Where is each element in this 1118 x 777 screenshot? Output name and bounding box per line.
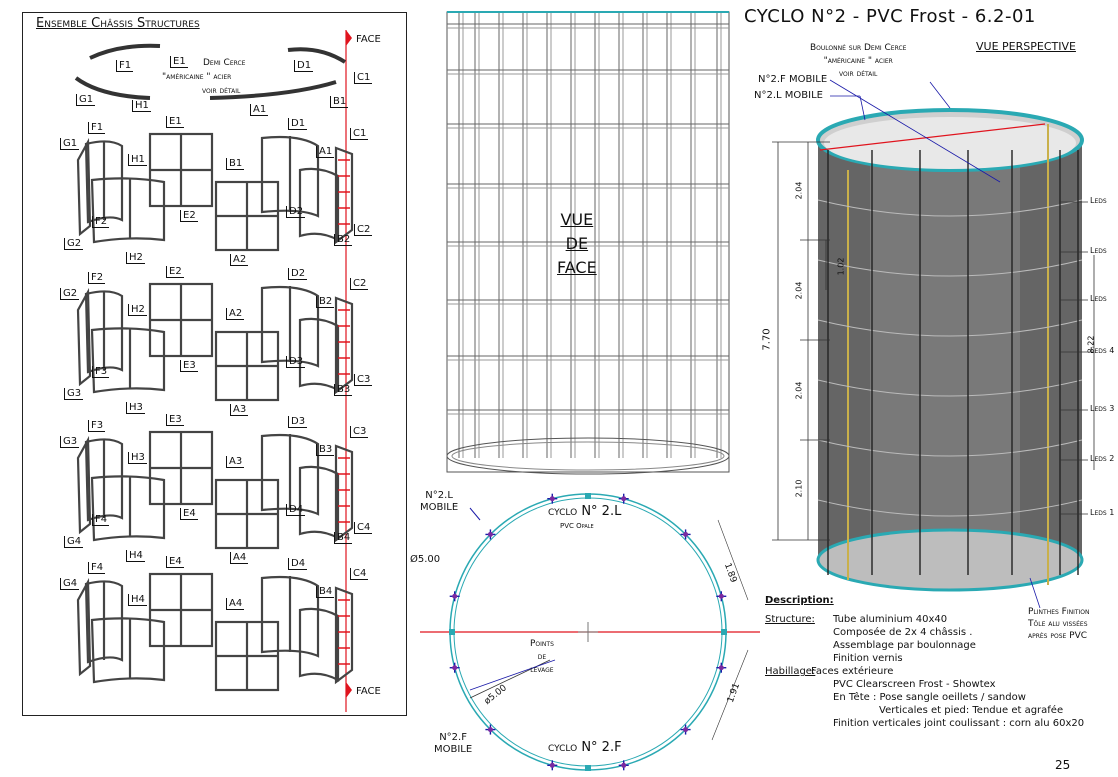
chassis-label: B3 [334, 384, 352, 396]
ensemble-title: Ensemble Châssis Structures [36, 16, 200, 31]
chassis-label: D3 [286, 356, 305, 368]
chassis-label: D2 [286, 206, 305, 218]
leds-label: Leds 4 [1090, 346, 1115, 355]
chassis-label: E3 [166, 414, 184, 426]
chassis-label: A3 [226, 456, 244, 468]
leds-label: Leds [1090, 196, 1107, 205]
chassis-label: B2 [316, 296, 334, 308]
chassis-label: A1 [316, 146, 334, 158]
chassis-label: F1 [88, 122, 105, 134]
chassis-label: G3 [60, 436, 79, 448]
plan-pvc-opale: PVC Opale [560, 522, 594, 530]
chassis-label: C4 [350, 568, 368, 580]
chassis-label: D3 [288, 416, 307, 428]
chassis-label: G2 [64, 238, 83, 250]
chassis-label: G1 [60, 138, 79, 150]
chassis-label: F3 [92, 366, 109, 378]
face-arrow-bottom [346, 682, 352, 698]
description-block: Description: Structure: Tube aluminium 40x40 Composée de 2x 4 châssis . Assemblage par boulonnage Finition vernis Habillage: Faces extérieure PVC Clearscreen Frost - Showtex En Tête : Pose sangle oeillets / sandow Verticales et pied: Tendue et agrafée Finition verticales joint coulissant : corn alu 60x20 [765, 595, 1085, 729]
persp-seg-4: 2.10 [794, 479, 804, 498]
chassis-label: C2 [354, 224, 372, 236]
chassis-label: E4 [180, 508, 198, 520]
dim-189-line [718, 520, 748, 600]
persp-total-height: 7.70 [761, 328, 773, 351]
perspective-cylinder [818, 110, 1082, 590]
plan-diameter-left: Ø5.00 [410, 554, 441, 565]
chassis-label: H3 [126, 402, 145, 414]
plan-dim-191: 1.91 [725, 681, 743, 705]
chassis-label: C1 [350, 128, 368, 140]
persp-n2f-mobile: N°2.F MOBILE [758, 74, 828, 85]
front-base-inner [452, 442, 724, 470]
demi-cerce-1: Demi Cerce [203, 58, 246, 68]
chassis-label: A1 [250, 104, 268, 116]
persp-seg-1: 2.04 [794, 181, 804, 200]
chassis-label: B1 [330, 96, 348, 108]
demi-cerce-3: voir détail [202, 86, 241, 96]
face-label-bottom: FACE [356, 686, 381, 697]
plan-cyclo-top: cyclo N° 2.L [548, 504, 622, 519]
structure-label: Structure: [765, 614, 815, 625]
chassis-label: E3 [180, 360, 198, 372]
chassis-label: A4 [226, 598, 244, 610]
chassis-label: B2 [334, 234, 352, 246]
chassis-label: H2 [126, 252, 145, 264]
chassis-label: D2 [288, 268, 307, 280]
plan-cyclo-bottom: cyclo N° 2.F [548, 740, 622, 755]
chassis-label: H1 [132, 100, 151, 112]
plan-diameter-inner: ø5.00 [482, 683, 509, 707]
front-base-ellipse [447, 438, 729, 474]
chassis-label: A4 [230, 552, 248, 564]
leds-label: Leds [1090, 246, 1107, 255]
chassis-label: F4 [92, 514, 109, 526]
chassis-label: C3 [354, 374, 372, 386]
page-number: 25 [1055, 758, 1071, 772]
chassis-label: B4 [316, 586, 334, 598]
chassis-label: G2 [60, 288, 79, 300]
chassis-label: D4 [288, 558, 307, 570]
chassis-label: G1 [76, 94, 95, 106]
chassis-label: B3 [316, 444, 334, 456]
chassis-label: H3 [128, 452, 147, 464]
chassis-label: D1 [288, 118, 307, 130]
plan-dim-189: 1.89 [721, 561, 739, 585]
vue-perspective-label: VUE PERSPECTIVE [976, 40, 1076, 53]
chassis-label: A2 [226, 308, 244, 320]
points-levage: Points de levage [530, 639, 554, 675]
persp-seg-3: 2.04 [794, 381, 804, 400]
demi-cerce-2: "américaine " acier [162, 72, 232, 82]
chassis-label: B4 [334, 532, 352, 544]
chassis-label: E2 [166, 266, 184, 278]
cyclo-title: CYCLO N°2 - PVC Frost - 6.2-01 [744, 6, 1036, 27]
boulonne-note: Boulonné sur Demi Cerce "américaine " acier voir détail [810, 43, 907, 79]
face-arrow-top [346, 30, 352, 46]
chassis-label: B1 [226, 158, 244, 170]
chassis-label: A3 [230, 404, 248, 416]
chassis-label: C4 [354, 522, 372, 534]
chassis-label: G4 [60, 578, 79, 590]
leds-label: Leds 1 [1090, 508, 1115, 517]
chassis-label: C2 [350, 278, 368, 290]
chassis-label: F2 [92, 216, 109, 228]
leds-label: Leds 3 [1090, 404, 1115, 413]
persp-right-dim: 8.22 [1086, 335, 1096, 354]
vue-de-face-label: VUE DE FACE [557, 210, 597, 277]
chassis-label: E4 [166, 556, 184, 568]
plan-n2f-mobile: N°2.F MOBILE [434, 732, 473, 755]
chassis-label: F2 [88, 272, 105, 284]
chassis-label: F1 [116, 60, 133, 72]
face-label-top: FACE [356, 34, 381, 45]
chassis-label: C3 [350, 426, 368, 438]
leds-label: Leds [1090, 294, 1107, 303]
chassis-label: E2 [180, 210, 198, 222]
chassis-label: H4 [126, 550, 145, 562]
chassis-label: G3 [64, 388, 83, 400]
chassis-label: D1 [294, 60, 313, 72]
chassis-label: G4 [64, 536, 83, 548]
plan-n2l-mobile: N°2.L MOBILE [420, 490, 459, 513]
persp-small-dim: 1.02 [836, 257, 846, 276]
chassis-label: D4 [286, 504, 305, 516]
persp-n2l-mobile: N°2.L MOBILE [754, 90, 823, 101]
chassis-label: E1 [170, 56, 188, 68]
chassis-label: F3 [88, 420, 105, 432]
chassis-label: H1 [128, 154, 147, 166]
chassis-label: H2 [128, 304, 147, 316]
chassis-label: C1 [354, 72, 372, 84]
chassis-rows [78, 134, 352, 690]
persp-seg-2: 2.04 [794, 281, 804, 300]
chassis-label: H4 [128, 594, 147, 606]
leds-label: Leds 2 [1090, 454, 1115, 463]
chassis-label: A2 [230, 254, 248, 266]
description-title: Description: [765, 595, 834, 606]
chassis-label: E1 [166, 116, 184, 128]
habillage-label: Habillage: [765, 666, 816, 677]
plinthes-note: Plinthes Finition Tôle alu vissées après pose PVC [1028, 607, 1090, 641]
chassis-label: F4 [88, 562, 105, 574]
